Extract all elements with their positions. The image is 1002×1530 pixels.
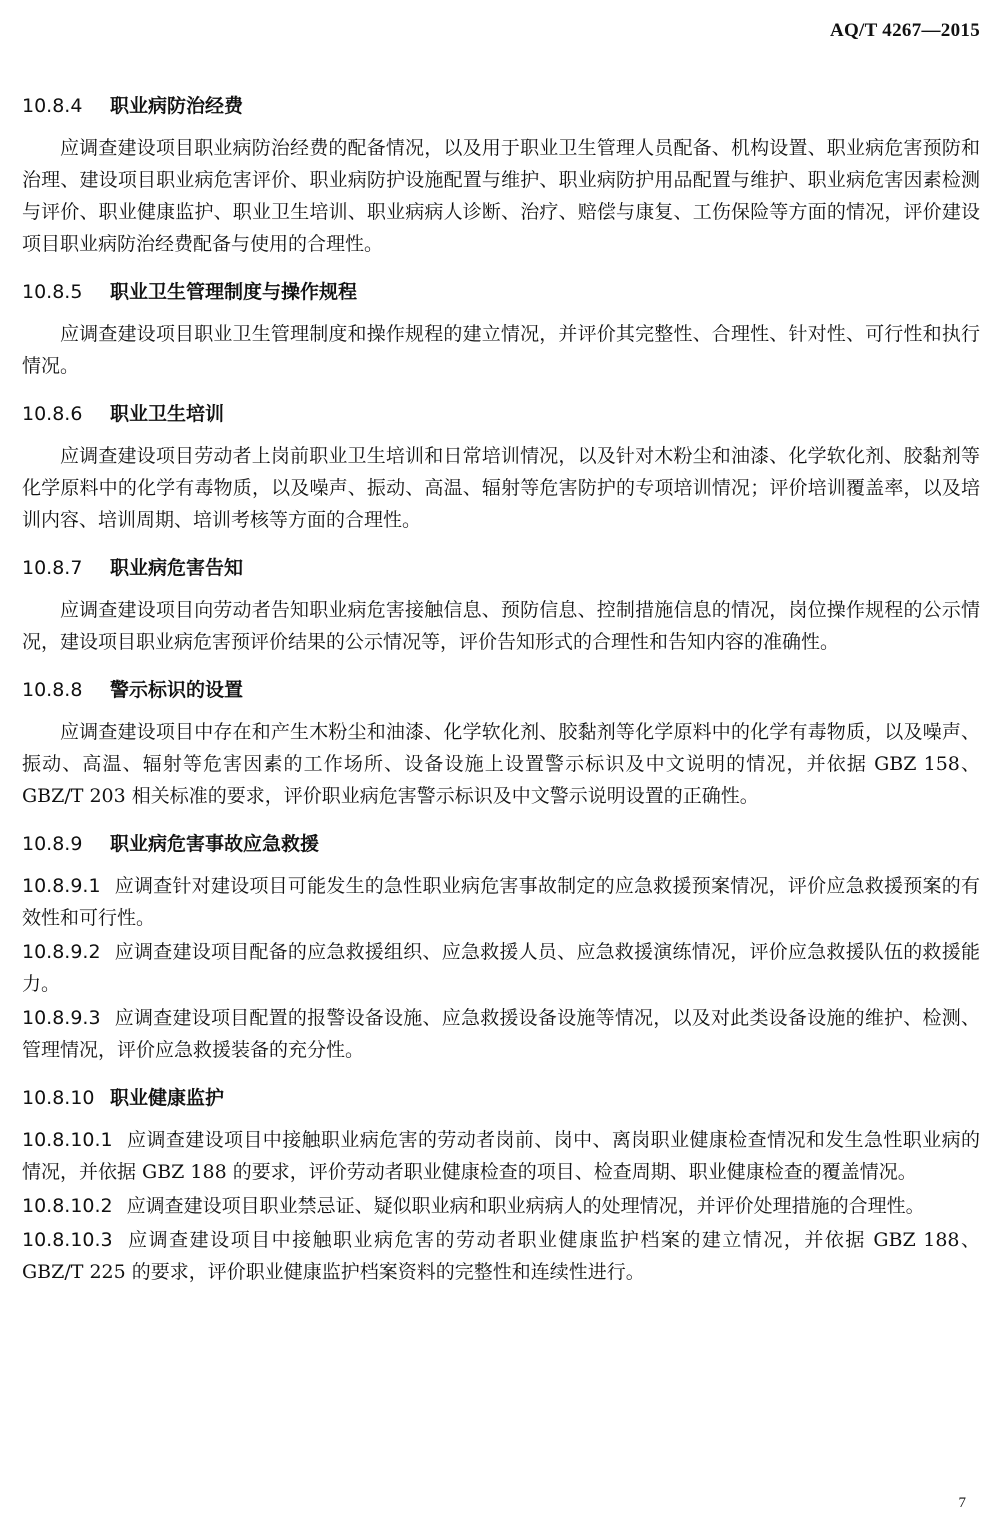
section-title: 职业卫生管理制度与操作规程 bbox=[110, 281, 358, 303]
document-body bbox=[22, 90, 980, 1290]
section-paragraph: 应调查建设项目中存在和产生木粉尘和油漆、化学软化剂、胶黏剂等化学原料中的化学有毒物质，以及噪声、振动、高温、辐射等危害因素的工作场所、设备设施上设置警示标识及中文说明的情况，并依据 GBZ 158、GBZ/T 203 相关标准的要求，评价职业病危害警示标识及中文警示说明设置的正确性。 bbox=[22, 721, 980, 807]
section-title: 职业病防治经费 bbox=[110, 95, 244, 117]
clause-item bbox=[22, 1124, 980, 1188]
clause-text: 应调查建设项目配置的报警设备设施、应急救援设备设施等情况，以及对此类设备设施的维护、检测、管理情况，评价应急救援装备的充分性。 bbox=[22, 1007, 980, 1061]
section-number: 10.8.8 bbox=[22, 679, 83, 701]
clause-item bbox=[22, 1002, 980, 1066]
clause-number: 10.8.9.1 bbox=[22, 875, 101, 897]
section-number: 10.8.7 bbox=[22, 557, 83, 579]
section-number: 10.8.10 bbox=[22, 1087, 95, 1109]
clause-text: 应调查建设项目中接触职业病危害的劳动者职业健康监护档案的建立情况，并依据 GBZ 188、GBZ/T 225 的要求，评价职业健康监护档案资料的完整性和连续性进行。 bbox=[22, 1229, 980, 1283]
section-title: 职业卫生培训 bbox=[110, 403, 225, 425]
clause-number: 10.8.10.3 bbox=[22, 1229, 113, 1251]
section-heading-10-8-9 bbox=[22, 828, 980, 860]
clause-item bbox=[22, 936, 980, 1000]
clause-text: 应调查建设项目职业禁忌证、疑似职业病和职业病病人的处理情况，并评价处理措施的合理性。 bbox=[126, 1195, 925, 1217]
clause-item bbox=[22, 1224, 980, 1288]
section-paragraph: 应调查建设项目向劳动者告知职业病危害接触信息、预防信息、控制措施信息的情况，岗位操作规程的公示情况，建设项目职业病危害预评价结果的公示情况等，评价告知形式的合理性和告知内容的准确性。 bbox=[22, 599, 980, 653]
clause-text: 应调查针对建设项目可能发生的急性职业病危害事故制定的应急救援预案情况，评价应急救援预案的有效性和可行性。 bbox=[22, 875, 980, 929]
section-heading-10-8-4 bbox=[22, 90, 980, 122]
section-title: 警示标识的设置 bbox=[110, 679, 244, 701]
section-title: 职业病危害告知 bbox=[110, 557, 244, 579]
clause-number: 10.8.10.2 bbox=[22, 1195, 113, 1217]
section-number: 10.8.5 bbox=[22, 281, 83, 303]
section-title: 职业病危害事故应急救援 bbox=[110, 833, 320, 855]
section-heading-10-8-6 bbox=[22, 398, 980, 430]
clause-number: 10.8.9.3 bbox=[22, 1007, 101, 1029]
section-heading-10-8-7 bbox=[22, 552, 980, 584]
section-heading-10-8-8 bbox=[22, 674, 980, 706]
section-paragraph: 应调查建设项目职业病防治经费的配备情况，以及用于职业卫生管理人员配备、机构设置、职业病危害预防和治理、建设项目职业病危害评价、职业病防护设施配置与维护、职业病防护用品配置与维护、职业病危害因素检测与评价、职业健康监护、职业卫生培训、职业病病人诊断、治疗、赔偿与康复、工伤保险等方面的情况，评价建设项目职业病防治经费配备与使用的合理性。 bbox=[22, 137, 980, 255]
clause-item bbox=[22, 1190, 980, 1222]
page-number: 7 bbox=[958, 1495, 966, 1511]
clause-text: 应调查建设项目中接触职业病危害的劳动者岗前、岗中、离岗职业健康检查情况和发生急性职业病的情况，并依据 GBZ 188 的要求，评价劳动者职业健康检查的项目、检查周期、职业健康检查的覆盖情况。 bbox=[22, 1129, 980, 1183]
clause-number: 10.8.10.1 bbox=[22, 1129, 113, 1151]
section-title: 职业健康监护 bbox=[110, 1087, 225, 1109]
section-heading-10-8-10 bbox=[22, 1082, 980, 1114]
clause-text: 应调查建设项目配备的应急救援组织、应急救援人员、应急救援演练情况，评价应急救援队伍的救援能力。 bbox=[22, 941, 980, 995]
section-heading-10-8-5 bbox=[22, 276, 980, 308]
clause-number: 10.8.9.2 bbox=[22, 941, 101, 963]
clause-item bbox=[22, 870, 980, 934]
section-paragraph: 应调查建设项目职业卫生管理制度和操作规程的建立情况，并评价其完整性、合理性、针对性、可行性和执行情况。 bbox=[22, 323, 980, 377]
section-number: 10.8.9 bbox=[22, 833, 83, 855]
section-number: 10.8.6 bbox=[22, 403, 83, 425]
section-paragraph: 应调查建设项目劳动者上岗前职业卫生培训和日常培训情况，以及针对木粉尘和油漆、化学软化剂、胶黏剂等化学原料中的化学有毒物质，以及噪声、振动、高温、辐射等危害防护的专项培训情况；评价培训覆盖率，以及培训内容、培训周期、培训考核等方面的合理性。 bbox=[22, 445, 980, 531]
section-number: 10.8.4 bbox=[22, 95, 83, 117]
standard-code: AQ/T 4267—2015 bbox=[829, 20, 980, 41]
